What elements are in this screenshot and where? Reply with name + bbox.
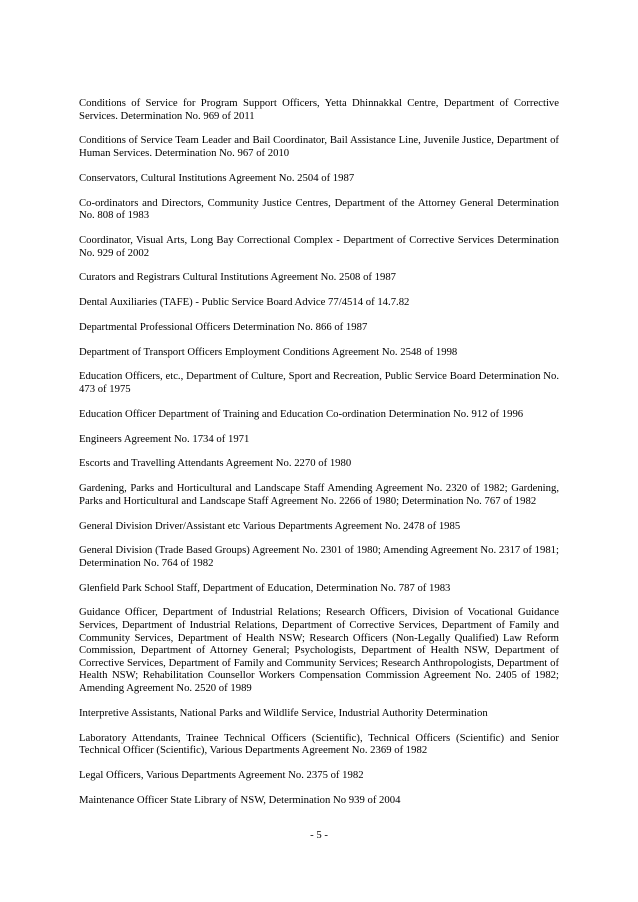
list-item: Escorts and Travelling Attendants Agreement No. 2270 of 1980	[79, 457, 352, 470]
list-item: Conditions of Service Team Leader and Bail Coordinator, Bail Assistance Line, Juvenile Justice, Department of Human Services. Determination No. 967 of 2010	[79, 134, 559, 159]
list-item: Engineers Agreement No. 1734 of 1971	[79, 432, 250, 445]
page-number: - 5 -	[310, 829, 328, 841]
list-item: Curators and Registrars Cultural Institutions Agreement No. 2508 of 1987	[79, 271, 397, 284]
list-item: Conservators, Cultural Institutions Agreement No. 2504 of 1987	[79, 171, 355, 184]
list-item: Legal Officers, Various Departments Agreement No. 2375 of 1982	[79, 768, 364, 781]
list-item: Coordinator, Visual Arts, Long Bay Correctional Complex - Department of Corrective Services Determination No. 929 of 2002	[79, 233, 559, 259]
list-item: Education Officers, etc., Department of Culture, Sport and Recreation, Public Service Board Determination No. 473 of 1975	[79, 370, 559, 395]
list-item: Dental Auxiliaries (TAFE) - Public Service Board Advice 77/4514 of 14.7.82	[79, 296, 410, 309]
list-item: Departmental Professional Officers Determination No. 866 of 1987	[79, 320, 368, 333]
list-item: General Division (Trade Based Groups) Agreement No. 2301 of 1980; Amending Agreement No. 2317 of 1981; Determination No. 764 of 1982	[79, 544, 559, 569]
list-item: Co-ordinators and Directors, Community Justice Centres, Department of the Attorney General Determination No. 808 of 1983	[79, 196, 559, 222]
list-item: Education Officer Department of Training and Education Co-ordination Determination No. 912 of 1996	[79, 407, 524, 420]
list-item: Conditions of Service for Program Support Officers, Yetta Dhinnakkal Centre, Department of Corrective Services. Determination No. 969 of 2011	[79, 97, 559, 122]
list-item: Glenfield Park School Staff, Department of Education, Determination No. 787 of 1983	[79, 581, 451, 594]
list-item: Gardening, Parks and Horticultural and Landscape Staff Amending Agreement No. 2320 of 1982; Gardening, Parks and Horticultural and Landscape Staff Agreement No. 2266 of 1980; Determination No. 767 of 1982	[79, 482, 559, 507]
entry-list	[79, 97, 559, 819]
list-item: Laboratory Attendants, Trainee Technical Officers (Scientific), Technical Officers (Scientific) and Senior Technical Officer (Scientific), Various Departments Agreement No. 2369 of 1982	[79, 731, 559, 757]
list-item: Maintenance Officer State Library of NSW, Determination No 939 of 2004	[79, 793, 401, 806]
list-item: General Division Driver/Assistant etc Various Departments Agreement No. 2478 of 1985	[79, 519, 461, 532]
list-item: Interpretive Assistants, National Parks and Wildlife Service, Industrial Authority Determination	[79, 706, 488, 719]
list-item: Department of Transport Officers Employment Conditions Agreement No. 2548 of 1998	[79, 345, 458, 358]
list-item: Guidance Officer, Department of Industrial Relations; Research Officers, Division of Vocational Guidance Services, Department of Industrial Relations, Department of Corrective Services, Department of Family and Community Services, Department of Health NSW; Research Officers (Non-Legally Qualified) Law Reform Commission, Department of Attorney General; Psychologists, Department of Health NSW, Department of Corrective Services, Department of Family and Community Services; Research Anthropologists, Department of Health NSW; Rehabilitation Counsellor Workers Compensation Commission Agreement No. 2405 of 1982; Amending Agreement No. 2520 of 1989	[79, 606, 559, 694]
